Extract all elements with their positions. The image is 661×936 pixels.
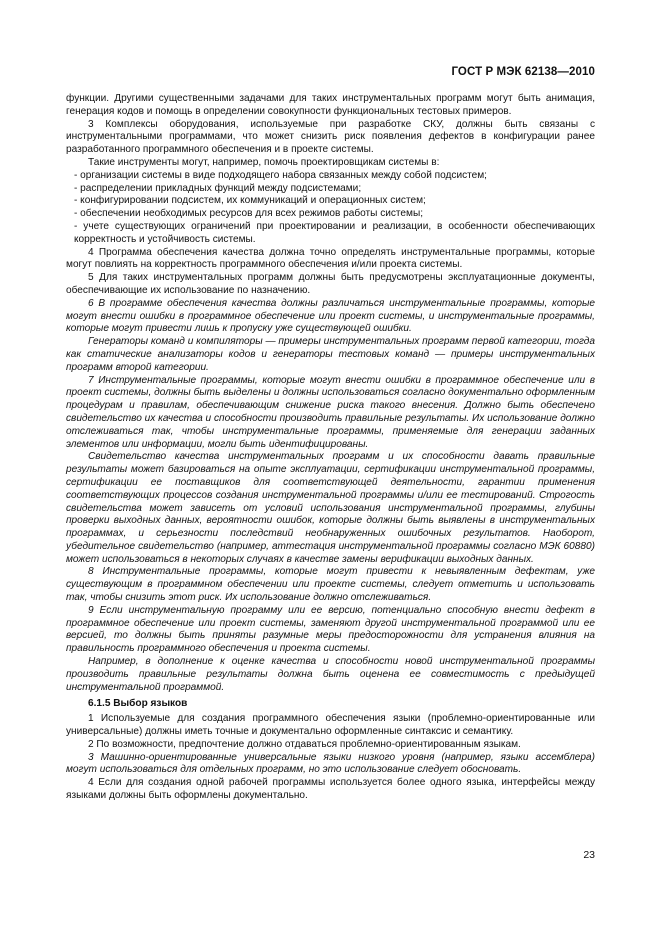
- list-item: - распределении прикладных функций между подсистемами;: [66, 183, 595, 196]
- paragraph: Генераторы команд и компиляторы — примеры инструментальных программ первой категории, тогда как статические анализаторы кодов и генераторы тестовых команд — примеры инструментальных программ второй категории.: [66, 336, 595, 373]
- list-item: - конфигурировании подсистем, их коммуникаций и операционных систем;: [66, 195, 595, 208]
- paragraph: 4 Программа обеспечения качества должна точно определять инструментальные программы, которые могут повлиять на корректность программного обеспечения и/или проекта системы.: [66, 246, 595, 271]
- paragraph: функции. Другими существенными задачами для таких инструментальных программ могут быть анимация, генерация кодов и помощь в определении совокупности функциональных тестовых примеров.: [66, 93, 595, 117]
- page-number: 23: [583, 849, 595, 861]
- paragraph: Свидетельство качества инструментальных программ и их способности давать правильные результаты может базироваться на опыте эксплуатации, сертификации инструментальной программы, сертификации ее поставщиков для соответствующей деятельности, гарантии применения соответствующих процессов создания инструментальной программы и/или ее тестирований. Строгость свидетельства может зависеть от условий использования инструментальной программы, глубины проверки выходных данных, вероятности ошибок, которые должны быть выявлены в инструментальных программах, и серьезности последствий необнаруженных ошибочных результатов. Наоборот, убедительное свидетельство (например, аттестация инструментальной программы согласно МЭК 60880) может использоваться в некоторых случаях в качестве замены верификации выходных данных.: [66, 451, 595, 565]
- paragraph: Такие инструменты могут, например, помочь проектировщикам системы в:: [88, 156, 440, 168]
- paragraph: 5 Для таких инструментальных программ должны быть предусмотрены эксплуатационные документы, обеспечивающие их использование по назначению.: [66, 272, 595, 296]
- paragraph: 4 Если для создания одной рабочей программы используется более одного языка, интерфейсы между языками должны быть оформлены документально.: [66, 777, 595, 802]
- paragraph: 1 Используемые для создания программного обеспечения языки (проблемно-ориентированные или универсальные) должны иметь точные и документально оформленные синтаксис и семантику.: [66, 713, 595, 738]
- paragraph: 3 Машинно-ориентированные универсальные языки низкого уровня (например, языки ассемблера) могут использоваться для отдельных программ, но это использование следует обосновать.: [66, 751, 595, 776]
- paragraph: 8 Инструментальные программы, которые могут привести к невыявленным дефектам, уже существующим в программном обеспечении или проекте системы, следует отметить и использовать так, чтобы снизить этот риск. Их использование должно отслеживаться.: [66, 566, 595, 604]
- paragraph: 6 В программе обеспечения качества должны различаться инструментальные программы, которые могут внести ошибки в программное обеспечение или проект системы, и инструментальные программы, которые могут привести лишь к пропуску уже существующей ошибки.: [66, 297, 595, 335]
- section-heading: 6.1.5 Выбор языков: [88, 698, 188, 710]
- document-body: [66, 93, 595, 803]
- list-item: - обеспечении необходимых ресурсов для всех режимов работы системы;: [66, 208, 595, 221]
- list-item: - организации системы в виде подходящего набора связанных между собой подсистем;: [66, 170, 595, 183]
- paragraph: 9 Если инструментальную программу или ее версию, потенциально способную внести дефект в программное обеспечение или проект системы, заменяют другой инструментальной программой или ее версией, то должны быть приняты разумные меры предосторожности для устранения влияния на правильность программного обеспечения и проекта системы.: [66, 604, 595, 655]
- paragraph: 3 Комплексы оборудования, используемые при разработке СКУ, должны быть связаны с инструментальными программами, что может снизить риск появления дефектов в конфигурации ранее разработанного программного обеспечения и в проекте системы.: [66, 118, 595, 156]
- paragraph: Например, в дополнение к оценке качества и способности новой инструментальной программы производить правильные результаты должна быть оценена ее совместимость с предыдущей инструментальной программой.: [66, 656, 595, 693]
- paragraph: 2 По возможности, предпочтение должно отдаваться проблемно-ориентированным языкам.: [88, 738, 521, 750]
- document-code-header: ГОСТ Р МЭК 62138—2010: [451, 66, 595, 78]
- list-item: - учете существующих ограничений при проектировании и реализации, в особенности обеспечивающих корректность и устойчивость системы.: [66, 221, 595, 247]
- paragraph: 7 Инструментальные программы, которые могут внести ошибки в программное обеспечение или в проект системы, должны быть выделены и должны использоваться согласно документально оформленным процедурам и правилам, обеспечивающим снижение риска такого внесения. Должно быть обеспечено свидетельство их качества и способности производить правильные результаты. Их использование должно отслеживаться так, чтобы инструментальные программы, применяемые для генерации заданных элементов или информации, могли быть идентифицированы.: [66, 374, 595, 450]
